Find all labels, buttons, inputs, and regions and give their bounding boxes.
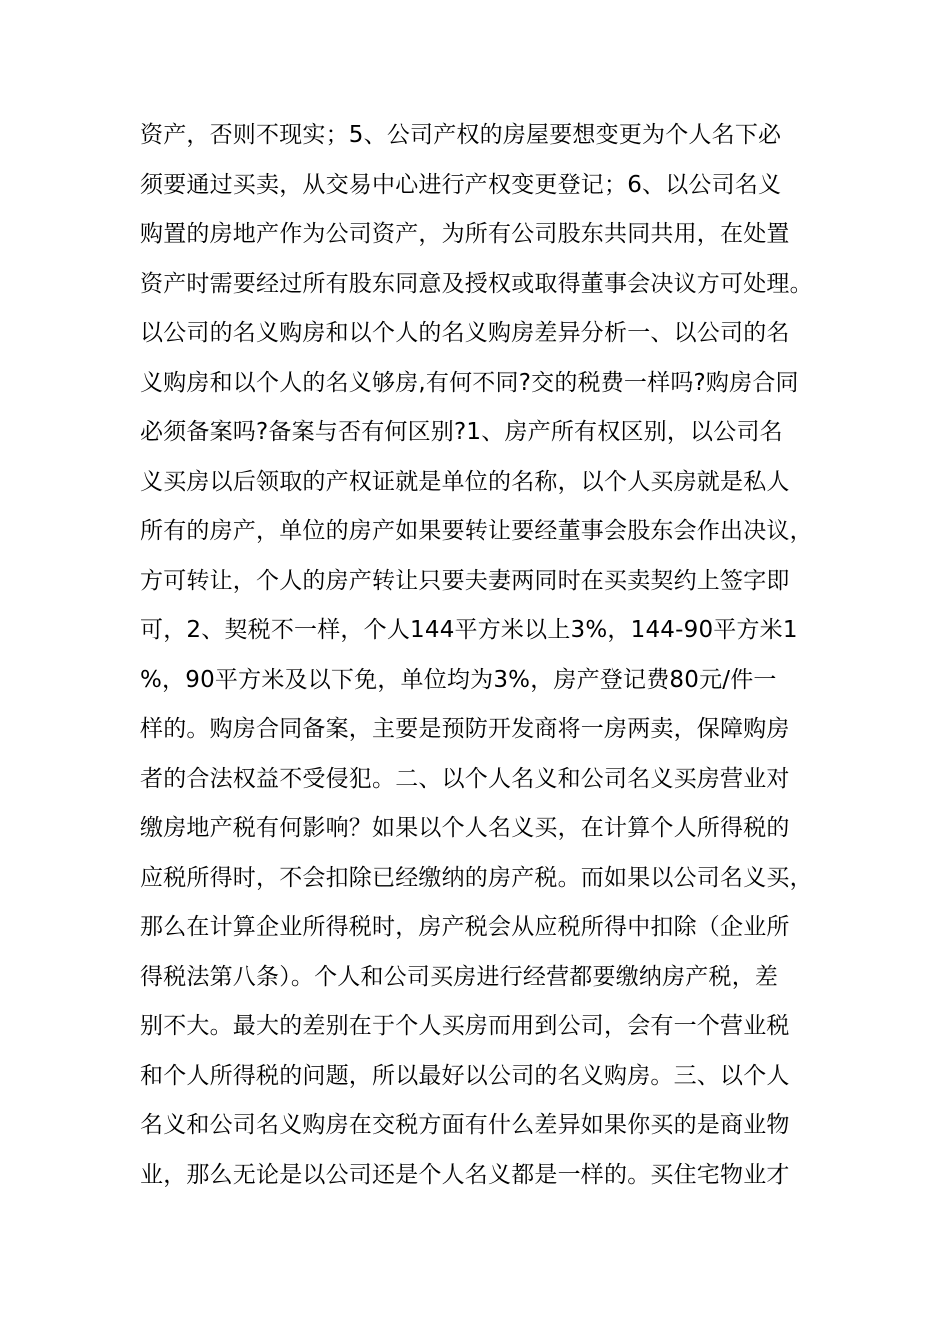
text-line: 样的。购房合同备案，主要是预防开发商将一房两卖，保障购房 (140, 716, 790, 742)
text-line: 须要通过买卖，从交易中心进行产权变更登记；6、以公司名义 (140, 171, 782, 198)
text-line: 方可转让，个人的房产转让只要夫妻两同时在买卖契约上签字即 (140, 567, 790, 594)
text-line: 名义和公司名义购房在交税方面有什么差异如果你买的是商业物 (140, 1112, 790, 1138)
text-line: 那么在计算企业所得税时，房产税会从应税所得中扣除（企业所 (140, 914, 790, 940)
text-line: 购置的房地产作为公司资产，为所有公司股东共同共用，在处置 (140, 221, 790, 247)
text-line: 得税法第八条）。个人和公司买房进行经营都要缴纳房产税，差 (140, 963, 779, 990)
text-line: 和个人所得税的问题，所以最好以公司的名义购房。三、以个人 (140, 1062, 790, 1089)
text-line: 业，那么无论是以公司还是个人名义都是一样的。买住宅物业才 (140, 1161, 790, 1188)
text-line: 应税所得时，不会扣除已经缴纳的房产税。而如果以公司名义买， (140, 864, 813, 891)
text-line: 义购房和以个人的名义够房,有何不同?交的税费一样吗?购房合同 (140, 369, 799, 396)
text-line: 别不大。最大的差别在于个人买房而用到公司，会有一个营业税 (140, 1013, 790, 1039)
text-line: %，90平方米及以下免，单位均为3%，房产登记费80元/件一 (140, 666, 777, 693)
text-line: 必须备案吗?备案与否有何区别?1、房产所有权区别，以公司名 (140, 419, 783, 445)
text-line: 义买房以后领取的产权证就是单位的名称，以个人买房就是私人 (140, 468, 790, 495)
text-line: 可，2、契税不一样，个人144平方米以上3%，144-90平方米1 (140, 617, 798, 643)
text-line: 资产时需要经过所有股东同意及授权或取得董事会决议方可处理。 (140, 270, 813, 297)
text-line: 资产，否则不现实；5、公司产权的房屋要想变更为个人名下必 (140, 122, 782, 148)
text-line: 缴房地产税有何影响？如果以个人名义买，在计算个人所得税的 (140, 815, 790, 841)
document-body-text (140, 111, 830, 1200)
text-line: 者的合法权益不受侵犯。二、以个人名义和公司名义买房营业对 (140, 765, 790, 792)
text-line: 以公司的名义购房和以个人的名义购房差异分析一、以公司的名 (140, 320, 790, 346)
text-line: 所有的房产，单位的房产如果要转让要经董事会股东会作出决议， (140, 518, 813, 544)
